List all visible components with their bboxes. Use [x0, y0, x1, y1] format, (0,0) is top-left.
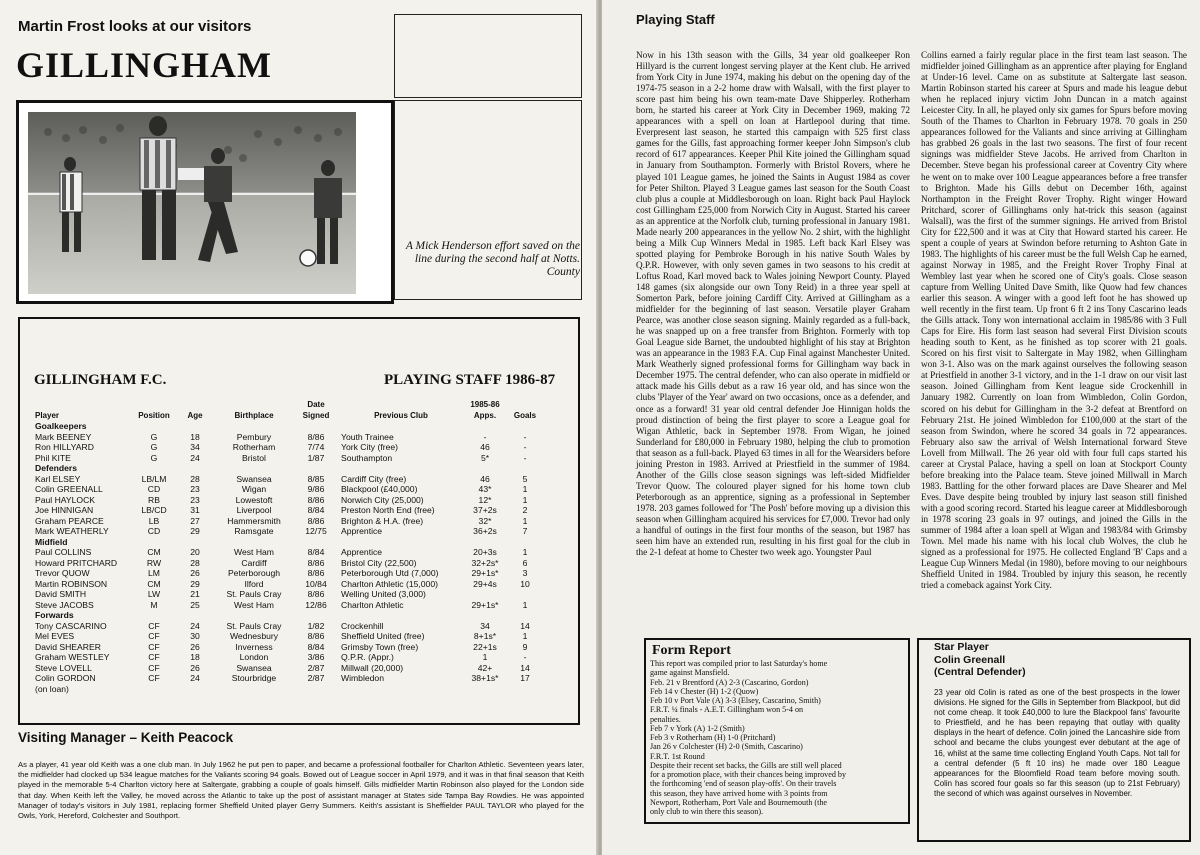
- cell-p: Paul HAYLOCK: [35, 494, 96, 505]
- cell-age: 27: [190, 515, 200, 526]
- playing-staff-title: Playing Staff: [636, 12, 715, 27]
- table-row: [33, 474, 543, 485]
- star-player-body: 23 year old Colin is rated as one of the best prospects in the lower divisions. He signed for the Gills in September from Blackpool, but did not come cheap. It took £40,000 to lure the Blackpool fans' favourite to Priestfield, and he has been repaying that outlay with quality displays in the heart of defence. Colin joined the Lancashire side from school and became the clubs youngest ever debutant at the age of 16, whilst at the same time collecting England Youth Caps. Not tall for a central defender (5 ft 10 ins) he made over 180 League appearances for the Bloomfield Road team before moving south. Colin has scored four goals so far this season (up to 21st February) the second of which was against ourselves in November.: [934, 688, 1180, 798]
- cell-p: Howard PRITCHARD: [35, 557, 118, 568]
- cell-bp: Stourbridge: [231, 673, 277, 683]
- section-label: Defenders: [35, 463, 78, 473]
- cell-p: Mark BEENEY: [35, 431, 92, 442]
- article-column-2: Collins earned a fairly regular place in the first team last season. The midfielder joined Gillingham as an apprentice after playing for England at Under-16 level. Came on as substitute at Saltergate last season. Martin Robinson started his career at Spurs and made his league debut when he replaced injury victim John Duncan in a match against Leicester City. In all, he played only six games for Spurs before moving South of the Thames to Charlton in February 1978. 70 goals in 250 appearances followed for the Valiants and since arriving at Gillingham has grabbed 26 goals in the last two seasons. The first of four recent signings was midfielder Steve Jacobs. He arrived from Charlton in December. Steve began his professional career at Coventry City where he went on to make over 100 League appearances before a free transfer to Brighton. Made his Gills debut on December 16th, against Northampton in the Freight Rover Trophy. Right winger Howard Pritchard, scorer of Gillinghams only hat-trick this season (against Walsall), was the first of the summer signings. He arrived from Bristol City for £22,500 and it was at City that Howard started his career. He spent a couple of years at Swindon before returning to Ashton Gate in 1983. The highlights of his career must be the full Welsh Cap he earned, against Norway in 1985, and the Freight Rover Trophy Final at Wembley last year when he scored one of City's goals. Close season capture from Welling United Dave Smith, like Quow had few chances earlier this season. A winger with a good left foot he has showed up well recently in the first team. Up front 6 ft 2 ins Tony Cascarino leads the Gills attack. Tony won international acclaim in 1985/86 with 3 Full Caps for Eire. His form last season had several First Division scouts heading south to Kent, as he finished as top scorer with 21 goals. Scored on his first visit to Saltergate in May 1982, when Gillingham won 3-1. Also was on the mark against ourselves the following season at Priestfield in another 3-1 victory, and in the 1-1 draw on our visit last season. Joined Gillingham from Kent league side Crockenhill in January 1982. Currently on loan from Wimbledon, Colin Gordon, scored on his debut for Gillingham in the 3-2 defeat at Brentford on February 21st. He joined Wimbledon for £100,000 at the start of the season from Swindon, where he scored 34 goals in 72 appearances. February also saw the arrival of Welsh International forward Steve Lovell from Millwall. The 26 year old with four full caps started his career at Crystal Palace, having a spell on loan at Stockport County before breaking into the Palace team. Steve joined Millwall in March 1983. Battling for the other forward places are Dave Shearer and Mel Eves. Dave despite being troubled by injury last season still finished with a good scoring record. Started his league career at Middlesborough in 1978 scoring 23 goals in 97 outings, and joined the Gills in the summer of 1984 after a loan spell at Wigan and 1983/84 with Grimsby Town. Mel made his name with his local club Wolves, the club he signed as a professional for 1975. He collected England 'B' Caps and a League Cup Winners Medal (in 1980), before moving to our neighbours Sheffield United in 1984. Troubled by injury this season, he recently tried a comeback against York City.: [921, 50, 1187, 591]
- cell-bp: London: [239, 652, 269, 662]
- cell-pc: Sheffield United (free): [341, 631, 425, 641]
- cell-g: 9: [522, 641, 528, 652]
- cell-g: -: [523, 452, 527, 463]
- cell-pos: G: [150, 452, 158, 463]
- cell-pos: [133, 684, 175, 695]
- cell-g: 1: [522, 547, 528, 557]
- cell-p: Tony CASCARINO: [35, 620, 107, 631]
- cell-apps: 1: [482, 652, 488, 662]
- cell-pc: Grimsby Town (free): [341, 641, 419, 652]
- cell-age: 23: [190, 484, 200, 494]
- cell-pc: Apprentice: [341, 547, 383, 557]
- star-player-name: Colin Greenall: [934, 653, 1006, 666]
- table-row: [33, 547, 543, 558]
- cell-age: 21: [190, 589, 200, 599]
- cell-age: 29: [190, 578, 200, 589]
- star-player-heading: [934, 641, 1026, 679]
- form-line: F.R.T. 1st Round: [650, 751, 705, 761]
- cell-apps: 32*: [478, 515, 492, 526]
- cell-apps: 29+1s*: [471, 599, 499, 610]
- cell-ds: 7/74: [307, 442, 325, 452]
- cell-g: 2: [522, 505, 528, 515]
- table-row: [33, 453, 543, 464]
- table-row: [33, 621, 543, 632]
- cell-pc: Wimbledon: [341, 673, 384, 683]
- cell-age: 24: [190, 673, 200, 683]
- table-row: [33, 558, 543, 569]
- header-age: Age: [187, 410, 203, 420]
- cell-bp: Wigan: [241, 484, 267, 494]
- table-row: [33, 684, 543, 695]
- table-body: [33, 421, 543, 694]
- cell-apps: 46: [480, 442, 490, 452]
- cell-bp: Ramsgate: [234, 526, 274, 536]
- cell-ds: 10/84: [305, 578, 327, 589]
- cell-ds: 1/87: [307, 452, 325, 463]
- form-line: Feb 7 v York (A) 1-2 (Smith): [650, 723, 745, 733]
- section-row: [33, 537, 543, 548]
- cell-g: 1: [522, 484, 528, 494]
- cell-ds: 8/86: [307, 631, 325, 641]
- cell-bp: Cardiff: [241, 557, 267, 568]
- table-row: [33, 652, 543, 663]
- cell-apps: -: [483, 431, 487, 442]
- cell-bp: Swansea: [236, 662, 272, 673]
- cell-p: Martin ROBINSON: [35, 578, 108, 589]
- cell-bp: Peterborough: [227, 568, 281, 578]
- cell-p: Graham PEARCE: [35, 515, 104, 526]
- cell-ds: 12/86: [305, 599, 327, 610]
- cell-bp: Wednesbury: [229, 631, 279, 641]
- cell-pc: Q.P.R. (Appr.): [341, 652, 394, 662]
- cell-pc: Youth Trainee: [341, 431, 394, 442]
- football-match-image: [28, 112, 356, 294]
- form-line: penalties.: [650, 714, 681, 724]
- cell-pc: Apprentice: [341, 526, 383, 536]
- kicker-headline: Martin Frost looks at our visitors: [18, 18, 252, 35]
- cell-g: 5: [522, 473, 528, 484]
- cell-pos: LB/LM: [141, 473, 167, 484]
- cell-pos: LM: [148, 568, 160, 578]
- cell-apps: 20+3s: [473, 547, 497, 557]
- cell-pos: LB/CD: [141, 505, 167, 515]
- cell-p: Phil KITE: [35, 452, 71, 463]
- cell-ds: 8/86: [307, 431, 325, 442]
- cell-apps: 29+4s: [473, 578, 497, 589]
- cell-p: Paul COLLINS: [35, 547, 92, 557]
- form-line: the forthcoming 'end of season play-offs'. On their travels: [650, 779, 837, 789]
- cell-pos: CF: [148, 662, 160, 673]
- cell-age: 18: [190, 431, 200, 442]
- cell-g: 1: [522, 599, 528, 610]
- header-position: Position: [138, 410, 170, 420]
- playing-staff-table: [33, 400, 543, 694]
- cell-ds: 8/86: [307, 589, 325, 599]
- empty-panel: [394, 14, 582, 98]
- table-row: [33, 642, 543, 653]
- cell-age: 25: [190, 599, 200, 610]
- cell-age: 20: [190, 547, 200, 557]
- cell-pos: CM: [147, 578, 161, 589]
- cell-p: Colin GREENALL: [35, 484, 103, 494]
- cell-p: Steve LOVELL: [35, 662, 92, 673]
- table-row: [33, 600, 543, 611]
- header-previous-club: Previous Club: [374, 410, 428, 420]
- cell-g: 1: [522, 515, 528, 526]
- cell-age: 28: [190, 473, 200, 484]
- cell-bp: Liverpool: [236, 505, 272, 515]
- cell-p: David SMITH: [35, 589, 87, 599]
- visiting-manager-body: As a player, 41 year old Keith was a one club man. In July 1962 he put pen to paper, and became a professional footballer for Charlton Athletic. Seventeen years later, the midfielder had clocked up 534 league matches for the Valiants scoring 94 goals. Bowed out of League soccer in April 1979, and it was in that final season that Keith played in the memorable 5-4 Charlton victory here at Saltergate, grabbing a couple of goals himself. Gills midfielder Martin Robinson also played for the London side that day. When Keith left the Valley, he moved across the Atlantic to take up the post of assistant manager at States side Tampa Bay Rowdies. He was appointed Manager of today's visitors in July 1981, replacing former Sheffield United player Gerry Summers. Keith's assistant is Sheffielder PAUL TAYLOR who played for the Owls, York, Hereford, Colchester and Southport.: [18, 760, 584, 821]
- cell-pos: CF: [148, 631, 160, 641]
- cell-pc: Brighton & H.A. (free): [341, 515, 424, 526]
- cell-apps: 43*: [478, 484, 492, 494]
- cell-p: Ron HILLYARD: [35, 442, 94, 452]
- table-row: [33, 589, 543, 600]
- cell-age: 31: [190, 505, 200, 515]
- cell-pos: LB: [148, 515, 160, 526]
- cell-pc: Millwall (20,000): [341, 662, 404, 673]
- cell-g: 3: [522, 568, 528, 578]
- table-row: [33, 663, 543, 674]
- cell-age: 24: [190, 620, 200, 631]
- cell-bp: Hammersmith: [227, 515, 281, 526]
- form-report-title: Form Report: [652, 643, 731, 658]
- cell-pos: CF: [148, 641, 160, 652]
- cell-apps: [463, 684, 507, 695]
- cell-pos: CF: [148, 620, 160, 631]
- cell-g: [507, 589, 543, 600]
- cell-g: 1: [522, 631, 528, 641]
- cell-age: 24: [190, 452, 200, 463]
- table-title-staff: PLAYING STAFF 1986-87: [384, 372, 556, 388]
- visiting-manager-title: Visiting Manager – Keith Peacock: [18, 730, 234, 745]
- cell-g: 1: [522, 494, 528, 505]
- cell-pc: Charlton Athletic: [341, 599, 404, 610]
- table-header-row: [33, 411, 543, 422]
- cell-pc: Norwich City (25,000): [341, 494, 424, 505]
- cell-ds: 12/75: [305, 526, 327, 536]
- cell-age: [175, 684, 215, 695]
- cell-bp: Inverness: [235, 641, 273, 652]
- cell-ds: 8/84: [307, 505, 325, 515]
- cell-p: Colin GORDON: [35, 673, 96, 683]
- cell-pc: York City (free): [341, 442, 398, 452]
- cell-bp: St. Pauls Cray: [226, 620, 282, 631]
- cell-g: 7: [522, 526, 528, 536]
- cell-apps: 42+: [477, 662, 493, 673]
- cell-pos: CF: [148, 652, 160, 662]
- cell-p: Trevor QUOW: [35, 568, 90, 578]
- cell-ds: 9/86: [307, 484, 325, 494]
- cell-ds: 8/85: [307, 473, 325, 484]
- form-line: Feb 10 v Port Vale (A) 3-3 (Elsey, Cascarino, Smith): [650, 696, 821, 705]
- cell-pos: CF: [148, 673, 160, 683]
- cell-bp: Swansea: [236, 473, 272, 484]
- cell-p: Graham WESTLEY: [35, 652, 110, 662]
- star-player-position: (Central Defender): [934, 666, 1026, 678]
- table-row: [33, 495, 543, 506]
- cell-ds: 8/86: [307, 557, 325, 568]
- form-line: Feb 3 v Rotherham (H) 1-0 (Pritchard): [650, 733, 776, 742]
- cell-age: 18: [190, 652, 200, 662]
- cell-bp: St. Pauls Cray: [226, 589, 282, 599]
- cell-ds: 2/87: [307, 662, 325, 673]
- cell-apps: 36+2s: [473, 526, 497, 536]
- photo-caption: A Mick Henderson effort saved on the line during the second half at Notts. County: [405, 240, 580, 278]
- cell-pc: Welling United (3,000): [341, 589, 426, 599]
- header-birthplace: Birthplace: [234, 410, 274, 420]
- header-season: 1985-86: [470, 400, 500, 409]
- match-photo: [28, 112, 356, 294]
- form-line: F.R.T. ¼ finals - A.E.T. Gillingham won 5-4 on: [650, 705, 804, 715]
- cell-ds: 8/86: [307, 494, 325, 505]
- cell-p: Joe HINNIGAN: [35, 505, 94, 515]
- form-line: for a promotion place, with their chances being improved by: [650, 770, 846, 779]
- cell-apps: 12*: [478, 494, 492, 505]
- cell-age: 26: [190, 641, 200, 652]
- cell-apps: [463, 589, 507, 600]
- header-player: Player: [35, 410, 60, 420]
- cell-pos: M: [150, 599, 158, 610]
- cell-bp: Rotherham: [232, 442, 276, 452]
- header-apps: Apps.: [473, 410, 497, 420]
- cell-pc: Cardiff City (free): [341, 473, 407, 484]
- cell-apps: 29+1s*: [471, 568, 499, 578]
- form-line: Newport, Rotherham, Port Vale and Bournemouth (the: [650, 797, 827, 807]
- table-row: [33, 568, 543, 579]
- cell-g: 10: [520, 578, 530, 589]
- form-line: only club to win there this season).: [650, 807, 764, 816]
- cell-apps: 46: [480, 473, 490, 484]
- form-line: Jan 26 v Colchester (H) 2-0 (Smith, Cascarino): [650, 742, 803, 752]
- cell-bp: Bristol: [242, 452, 266, 463]
- cell-ds: 8/84: [307, 547, 325, 557]
- cell-ds: [293, 684, 339, 695]
- table-row: [33, 484, 543, 495]
- cell-age: 23: [190, 494, 200, 505]
- cell-pos: CM: [147, 547, 161, 557]
- section-label: Goalkeepers: [35, 421, 87, 431]
- cell-pc: Bristol City (22,500): [341, 557, 417, 568]
- cell-g: -: [523, 431, 527, 442]
- cell-p: David SHEARER: [35, 641, 101, 652]
- cell-pos: G: [150, 431, 158, 442]
- form-line: Feb. 21 v Brentford (A) 2-3 (Cascarino, Gordon): [650, 677, 809, 687]
- cell-p: Mark WEATHERLY: [35, 526, 109, 536]
- cell-apps: 37+2s: [473, 505, 497, 515]
- table-row: [33, 631, 543, 642]
- cell-apps: 38+1s*: [471, 673, 499, 683]
- header-goals: Goals: [513, 410, 537, 420]
- cell-pc: Blackpool (£40,000): [341, 484, 418, 494]
- cell-ds: 3/86: [307, 652, 325, 662]
- cell-p: (on loan): [35, 683, 69, 694]
- section-label: Midfield: [35, 536, 68, 547]
- cell-bp: [215, 684, 293, 695]
- cell-apps: 5*: [480, 452, 490, 463]
- cell-g: 14: [520, 662, 530, 673]
- cell-pos: RB: [148, 494, 160, 505]
- cell-g: 6: [522, 557, 528, 568]
- cell-apps: 34: [480, 620, 490, 631]
- article-column-1: Now in his 13th season with the Gills, 34 year old goalkeeper Ron Hillyard is the current longest serving player at the Kent club. He arrived from York City in June 1974, making his debut on the opening day of the 1974-75 season in a 2-2 home draw with Walsall, with the first player to score past him being his own team-mate Dave Shipperley. Rotherham born, he started his career at York City in December 1969, making 72 appearances with a spell on loan at Hartlepool during that time. Everpresent last season, he started this campaign with 525 first class games for the Gills, fast approaching former keeper John Simpson's club record of 617 appearances. Keeper Phil Kite joined the Gillingham squad in January from Southampton. Formerly with Bristol Rovers, where he played 101 League games, he joined the Saints in August 1984 as cover for Peter Shilton. Played 3 League games last season for the South Coast club plus a couple at Middlesborough on loan. Right back Paul Haylock cost Gillingham £25,000 from Norwich City in August. Started his career as an apprentice at the Norfolk club, turning professional in January 1981. Made nearly 200 appearances in the yellow No. 2 shirt, with the highlight being a Milk Cup Winners Medal in 1985. Left back Karl Elsey was spotted playing for Pembroke Borough in his native South Wales by Q.P.R. However, with only seven games in two seasons to his credit at Loftus Road, Karl moved back to Wales joining Newport County. Played 148 games (six alongside our own Tony Reid) in a three year spell at Somerton Park, before joining Cardiff City. Arrived at Gillingham as a midfielder for the beginning of last season. Versatile player Graham Pearce, was another close season signing. Mainly regarded as a full-back, he was snapped up on a free transfer from Brighton. Formerly with top Goal League side Barnet, the undoubted highlight of his stay at Brighton was an appearance in the 1983 F.A. Cup Final against Manchester United. Mark Weatherly signed professional forms for Gillingham way back in December 1975. The central defender, who can also operate in midfield or attack made his Gills debut as a raw 16 year old, and has since won the clubs 'Player of the Year' award on two occasions, once as a defender, and once as a forward! 31 year old central defender Joe Hinnigan holds the proud distinction of being the first player to score a League goal for Wigan Athletic, back in September 1978. From Wigan, he joined Sunderland for £80,000 in February 1980, helping the club to promotion that season as a full-back. Played 63 times in all for the Wearsiders before joining Preston in 1983. Arrived at Priestfield in the summer of 1984. Another of the Gills close season signings was left-sided Midfielder Trevor Quow. The coloured player signed for his home town club Peterborough as an apprentice, signing as a professional in September 1978. 203 games followed for 'The Posh' before moving up a division this season when Gillingham acquired his services for £7,000. Trevor had only a handful of outings in the first four months of the season, but 1987 has seen him have an extended run, resulting in his first goal for the club in the 2-1 defeat at home to Chester two week ago. Youngster Paul: [636, 50, 910, 558]
- form-line: game against Mansfield.: [650, 668, 730, 678]
- cell-pc: Crockenhill: [341, 620, 384, 631]
- section-row: [33, 610, 543, 621]
- cell-ds: 8/86: [307, 515, 325, 526]
- form-line: this season, they have arrived home with 3 points from: [650, 788, 828, 798]
- cell-bp: West Ham: [234, 547, 274, 557]
- cell-g: 17: [520, 673, 530, 683]
- cell-p: Karl ELSEY: [35, 473, 81, 484]
- section-row: [33, 421, 543, 432]
- cell-age: 26: [190, 662, 200, 673]
- cell-g: -: [523, 442, 527, 452]
- cell-g: 14: [520, 620, 530, 631]
- cell-p: Mel EVES: [35, 631, 75, 641]
- cell-bp: West Ham: [234, 599, 274, 610]
- cell-pc: Preston North End (free): [341, 505, 435, 515]
- cell-g: -: [523, 652, 527, 662]
- cell-bp: Lowestoft: [235, 494, 273, 505]
- table-header-row-top: [33, 400, 543, 411]
- table-row: [33, 526, 543, 537]
- form-line: Feb 14 v Chester (H) 1-2 (Quow): [650, 686, 759, 696]
- table-row: [33, 442, 543, 453]
- table-row: [33, 516, 543, 527]
- section-row: [33, 463, 543, 474]
- cell-pos: CD: [147, 526, 161, 536]
- table-row: [33, 432, 543, 443]
- cell-age: 34: [190, 442, 200, 452]
- cell-ds: 8/86: [307, 568, 325, 578]
- cell-age: 26: [190, 568, 200, 578]
- cell-bp: Pembury: [236, 431, 272, 442]
- cell-apps: 22+1s: [473, 641, 497, 652]
- header-signed: Signed: [302, 410, 330, 420]
- cell-ds: 1/82: [307, 620, 325, 631]
- cell-pos: CD: [147, 484, 161, 494]
- cell-p: Steve JACOBS: [35, 599, 94, 610]
- form-line: This report was compiled prior to last Saturday's home: [650, 659, 828, 668]
- cell-ds: 8/84: [307, 641, 325, 652]
- club-title: GILLINGHAM: [16, 45, 273, 85]
- cell-pos: G: [150, 442, 158, 452]
- cell-age: 29: [190, 526, 200, 536]
- cell-pc: [339, 684, 463, 695]
- cell-bp: Ilford: [244, 578, 264, 589]
- cell-pos: RW: [146, 557, 162, 568]
- table-row: [33, 579, 543, 590]
- cell-g: [507, 684, 543, 695]
- cell-ds: 2/87: [307, 673, 325, 683]
- table-row: [33, 505, 543, 516]
- cell-pc: Charlton Athletic (15,000): [341, 578, 438, 589]
- section-label: Forwards: [35, 610, 74, 620]
- cell-pos: LW: [147, 589, 161, 599]
- table-row: [33, 673, 543, 684]
- star-player-label: Star Player: [934, 641, 989, 653]
- cell-age: 28: [190, 557, 200, 568]
- cell-pc: Southampton: [341, 452, 393, 463]
- cell-apps: 32+2s*: [471, 557, 499, 568]
- cell-pc: Peterborough Utd (7,000): [341, 568, 439, 578]
- table-title-club: GILLINGHAM F.C.: [34, 372, 167, 388]
- cell-age: 30: [190, 631, 200, 641]
- header-date: Date: [307, 400, 325, 409]
- form-report-body: [650, 659, 904, 816]
- cell-apps: 8+1s*: [473, 631, 497, 641]
- form-line: Despite their recent set backs, the Gills are still well placed: [650, 760, 842, 770]
